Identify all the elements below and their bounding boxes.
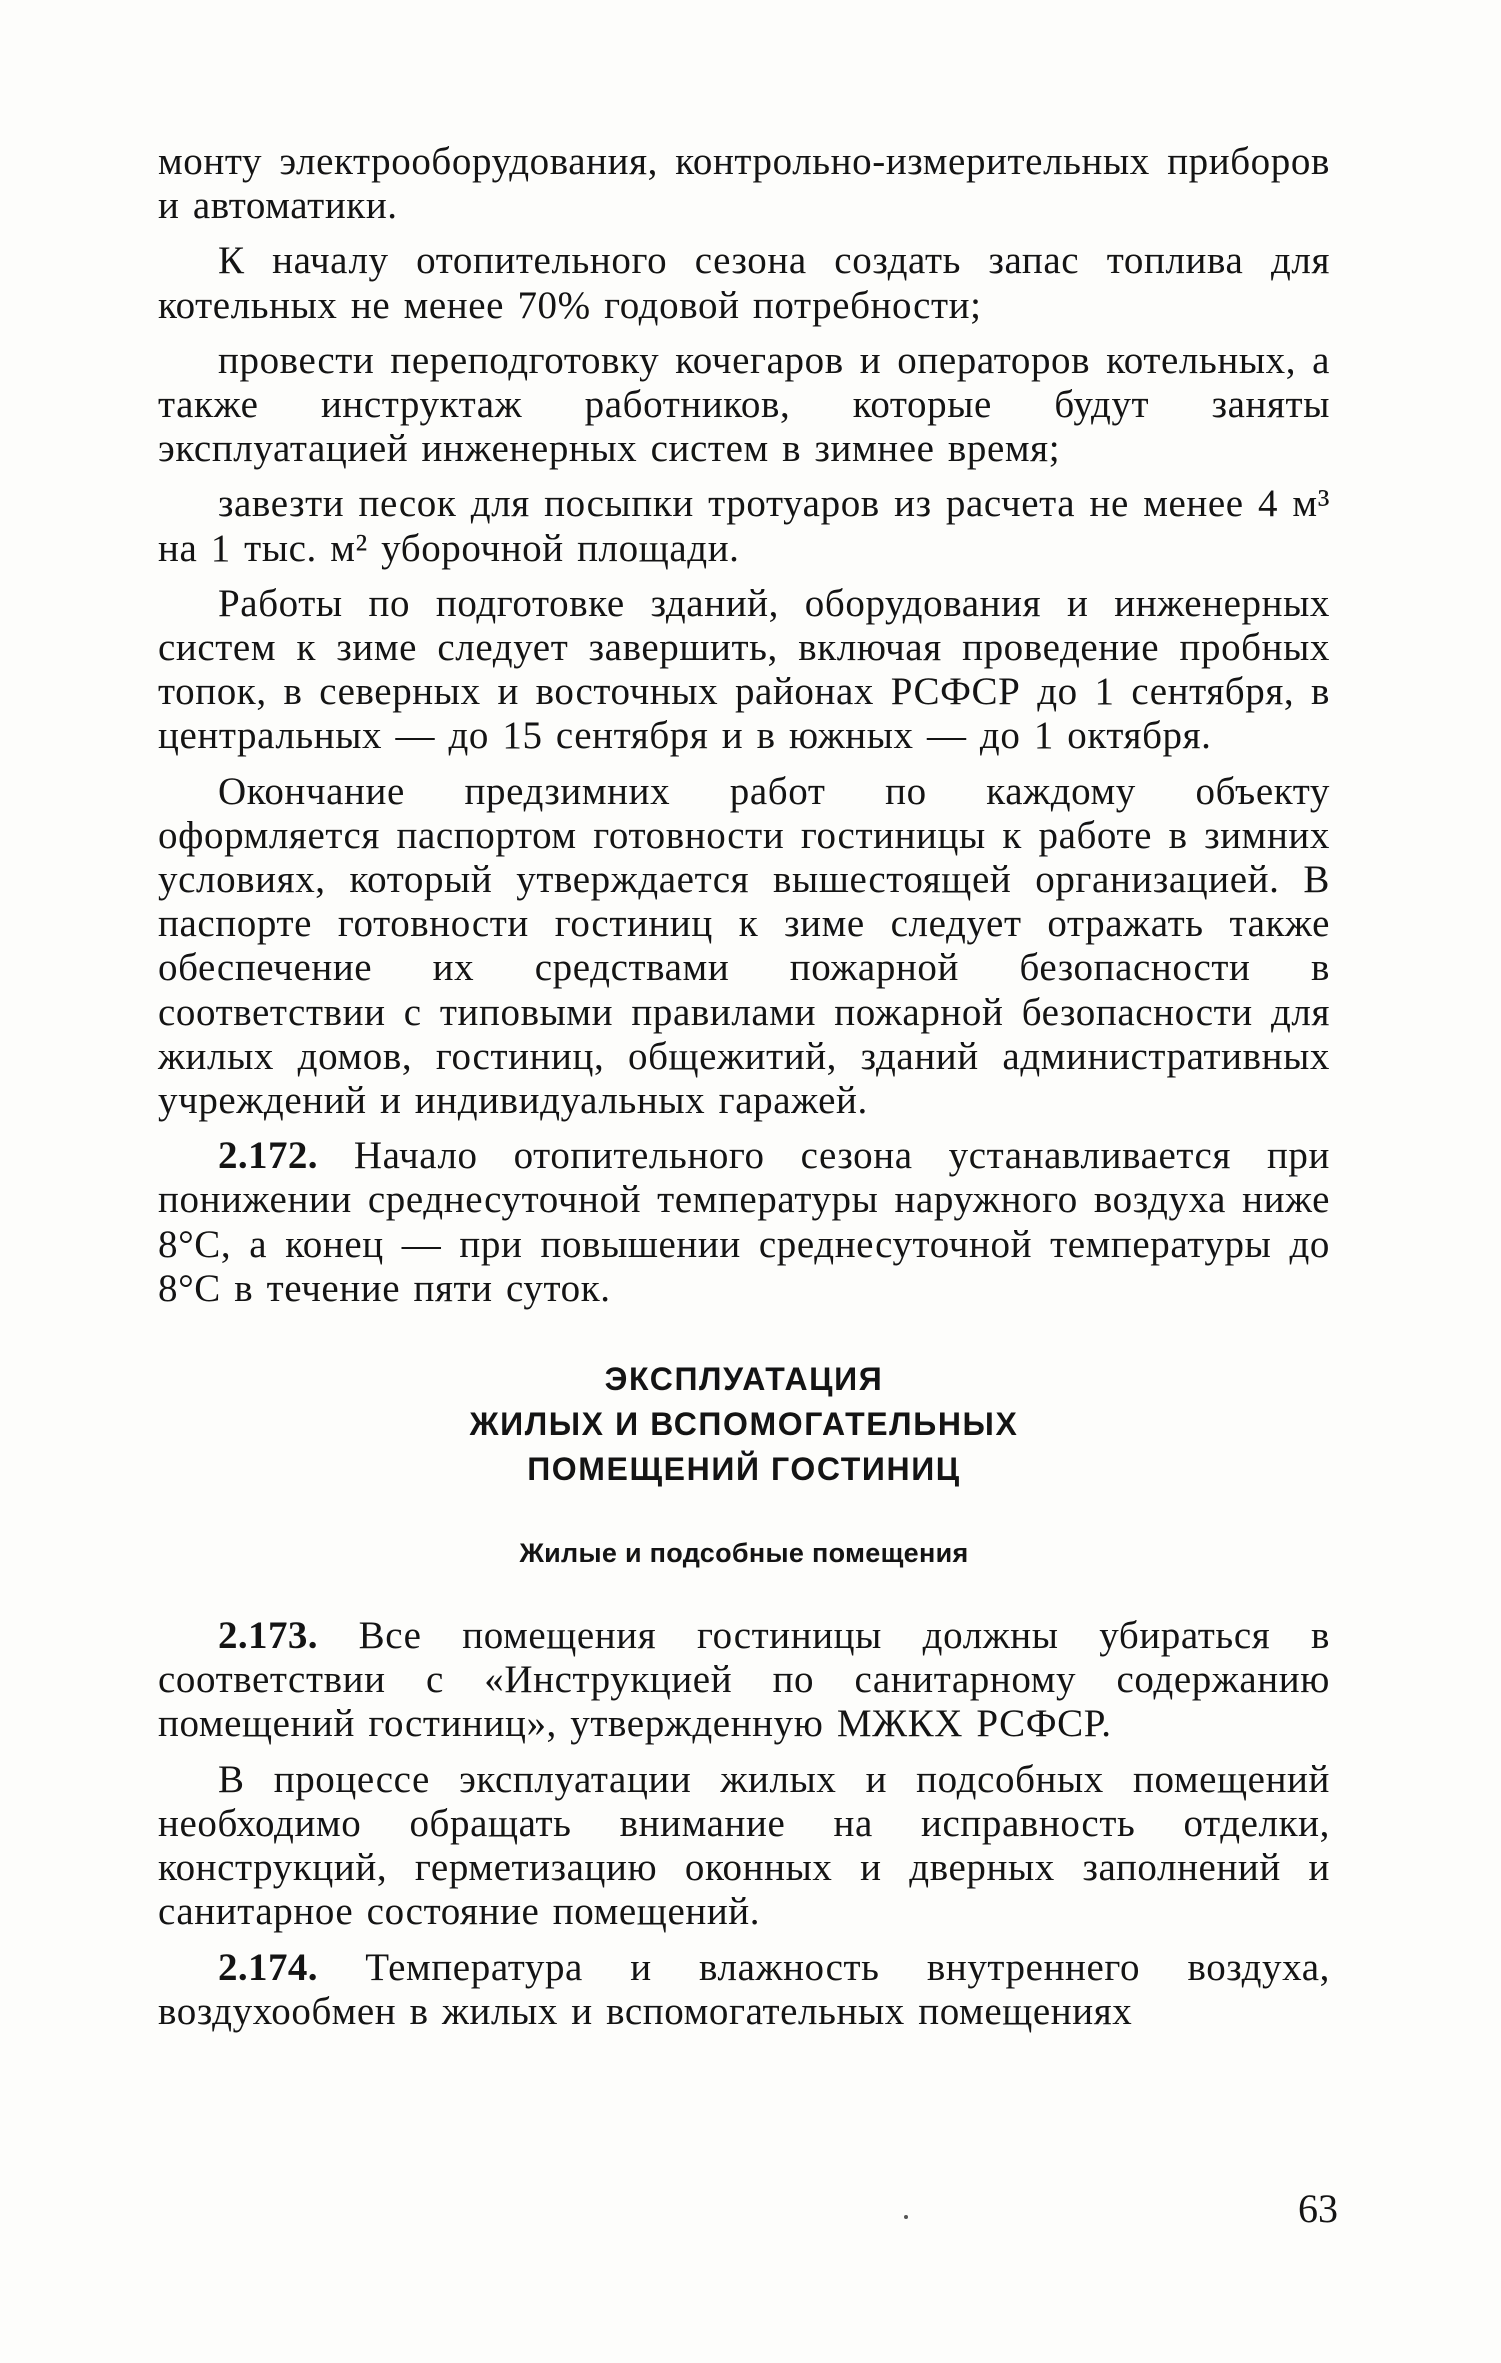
section-heading <box>158 1357 1330 1492</box>
text-column <box>158 140 1330 2045</box>
section-heading-line-2: ЖИЛЫХ И ВСПОМОГАТЕЛЬНЫХ <box>469 1406 1019 1443</box>
section-heading-line-1: ЭКСПЛУАТАЦИЯ <box>604 1361 884 1398</box>
clause-number: 2.174. <box>218 1945 318 1989</box>
paragraph-continuation: монту электрооборудования, контрольно-измерительных приборов и автоматики. <box>158 140 1330 228</box>
clause-text: Температура и влажность внутреннего воздуха, воздухообмен в жилых и вспомогательных помещениях <box>158 1945 1330 2033</box>
paragraph-winter-deadlines: Работы по подготовке зданий, оборудования и инженерных систем к зиме следует завершить, включая проведение пробных топок, в северных и восточных районах РСФСР до 1 сентября, в центральных — до 15 сентября и в южных — до 1 октября. <box>158 581 1330 758</box>
page-number: 63 <box>1298 2186 1338 2231</box>
paragraph-2-174 <box>158 1946 1330 2034</box>
clause-number: 2.172. <box>218 1134 318 1178</box>
paragraph-staff-training: провести переподготовку кочегаров и операторов котельных, а также инструктаж работников, которые будут заняты эксплуатацией инженерных систем в зимнее время; <box>158 338 1330 471</box>
paragraph-2-172 <box>158 1134 1330 1311</box>
print-speck <box>904 2215 908 2219</box>
paragraph-fuel-reserve: К началу отопительного сезона создать запас топлива для котельных не менее 70% годовой потребности; <box>158 239 1330 327</box>
section-heading-line-3: ПОМЕЩЕНИЙ ГОСТИНИЦ <box>527 1451 961 1488</box>
clause-text: Все помещения гостиницы должны убираться в соответствии с «Инструкцией по санитарному содержанию помещений гостиниц», утвержденную МЖКХ РСФСР. <box>158 1614 1330 1746</box>
paragraph-2-173 <box>158 1614 1330 1747</box>
clause-text: Начало отопительного сезона устанавливается при понижении среднесуточной температуры наружного воздуха ниже 8°С, а конец — при повышении среднесуточной температуры до 8°С в течение пяти суток. <box>158 1134 1330 1310</box>
clause-number: 2.173. <box>218 1614 318 1658</box>
paragraph-sand-supply: завезти песок для посыпки тротуаров из расчета не менее 4 м³ на 1 тыс. м² уборочной площади. <box>158 482 1330 570</box>
subsection-heading: Жилые и подсобные помещения <box>519 1538 969 1569</box>
paragraph-readiness-passport: Окончание предзимних работ по каждому объекту оформляется паспортом готовности гостиницы к работе в зимних условиях, который утверждается вышестоящей организацией. В паспорте готовности гостиниц к зиме следует отражать также обеспечение их средствами пожарной безопасности в соответствии с типовыми правилами пожарной безопасности для жилых домов, гостиниц, общежитий, зданий административных учреждений и индивидуальных гаражей. <box>158 769 1330 1123</box>
paragraph-maintenance: В процессе эксплуатации жилых и подсобных помещений необходимо обращать внимание на исправность отделки, конструкций, герметизацию оконных и дверных заполнений и санитарное состояние помещений. <box>158 1757 1330 1934</box>
